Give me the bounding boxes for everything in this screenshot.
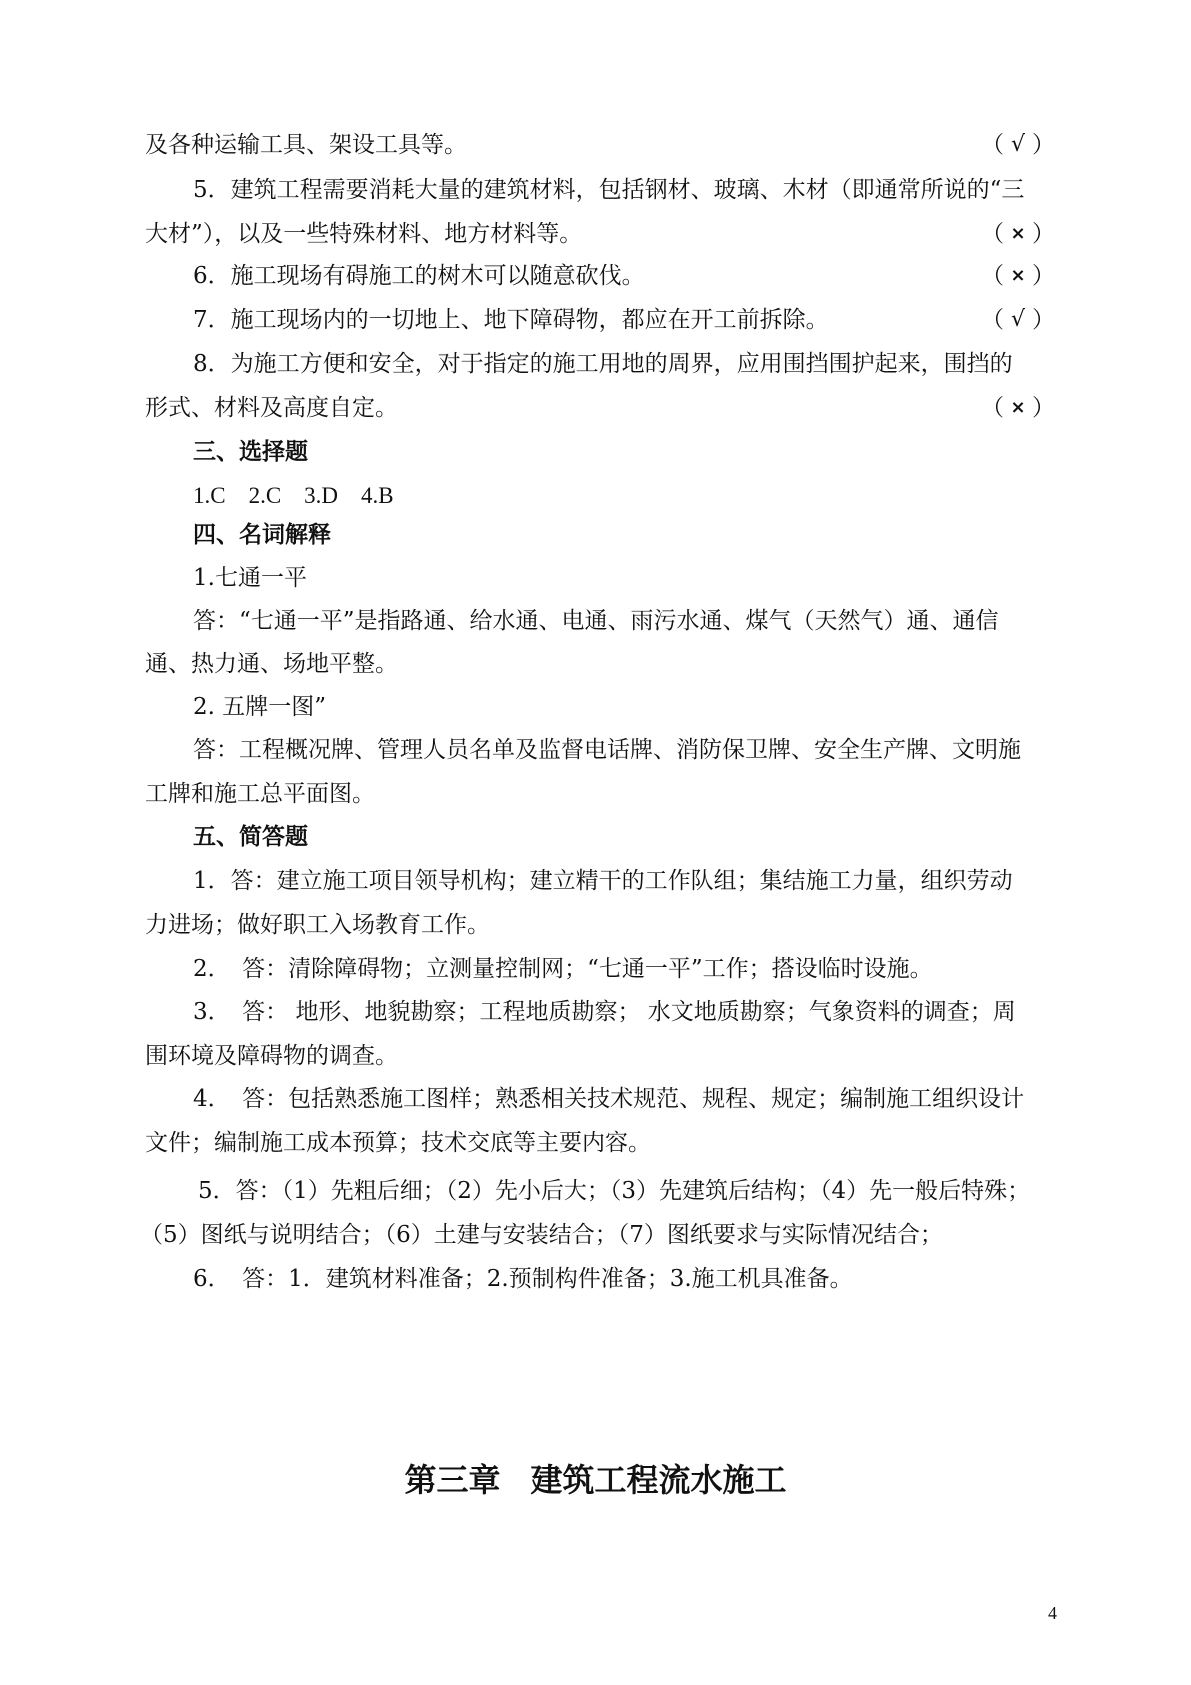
tf-answer-5 xyxy=(981,219,1055,249)
page-number: 4 xyxy=(1048,1603,1057,1623)
paren-left: （ xyxy=(981,307,1004,333)
short-answer-2: 2． 答：清除障碍物；立测量控制网；“七通一平”工作；搭设临时设施。 xyxy=(193,956,933,982)
check-mark: √ xyxy=(1010,132,1026,157)
cross-mark: × xyxy=(1010,223,1026,244)
paren-right: ） xyxy=(1032,307,1055,333)
tf-item-5-tail: 大材”），以及一些特殊材料、地方材料等。 xyxy=(145,221,583,247)
tf-answer-8 xyxy=(981,393,1055,423)
term-2-answer-line-1: 答：工程概况牌、管理人员名单及监督电话牌、消防保卫牌、安全生产牌、文明施 xyxy=(193,737,1021,763)
short-answer-4-line-2: 文件；编制施工成本预算；技术交底等主要内容。 xyxy=(145,1130,651,1156)
paren-left: （ xyxy=(981,395,1004,421)
short-answer-3-line-1: 3． 答： 地形、地貌勘察；工程地质勘察； 水文地质勘察；气象资料的调查；周 xyxy=(193,999,1016,1025)
tf-item-7 xyxy=(193,305,1055,335)
chapter-title: 建筑工程流水施工 xyxy=(530,1461,787,1499)
tf-answer-4 xyxy=(981,130,1055,160)
term-1-answer-line-2: 通、热力通、场地平整。 xyxy=(145,651,398,677)
tf-item-8-tail: 形式、材料及高度自定。 xyxy=(145,395,398,421)
paren-right: ） xyxy=(1032,263,1055,289)
paren-left: （ xyxy=(981,132,1004,158)
short-answer-6: 6． 答：1．建筑材料准备；2.预制构件准备；3.施工机具准备。 xyxy=(193,1266,853,1292)
short-answer-5-line-2: （5）图纸与说明结合；（6）土建与安装结合；（7）图纸要求与实际情况结合； xyxy=(140,1222,943,1248)
term-2-answer-line-2: 工牌和施工总平面图。 xyxy=(145,781,375,807)
term-2-title: 2. 五牌一图” xyxy=(193,694,327,720)
check-mark: √ xyxy=(1010,307,1026,332)
short-answer-3-line-2: 围环境及障碍物的调查。 xyxy=(145,1043,398,1069)
section-5-title: 五、简答题 xyxy=(193,824,308,850)
tf-answer-7 xyxy=(981,305,1055,335)
term-1-title: 1.七通一平 xyxy=(193,565,307,591)
short-answer-1-line-1: 1．答：建立施工项目领导机构；建立精干的工作队组；集结施工力量，组织劳动 xyxy=(193,868,1013,894)
term-1-answer-line-1: 答：“七通一平”是指路通、给水通、电通、雨污水通、煤气（天然气）通、通信 xyxy=(193,608,999,634)
paren-left: （ xyxy=(981,221,1004,247)
tf-item-8-line-1: 8．为施工方便和安全，对于指定的施工用地的周界，应用围挡围护起来，围挡的 xyxy=(193,351,1013,377)
choice-answers: 1.C 2.C 3.D 4.B xyxy=(193,483,394,508)
chapter-heading xyxy=(0,1458,1191,1502)
tf-item-8-line-2 xyxy=(145,393,1055,423)
tf-item-6-text: 6．施工现场有碍施工的树木可以随意砍伐。 xyxy=(193,263,645,289)
paren-right: ） xyxy=(1032,132,1055,158)
tf-line-1 xyxy=(145,130,1055,160)
short-answer-4-line-1: 4． 答：包括熟悉施工图样；熟悉相关技术规范、规程、规定；编制施工组织设计 xyxy=(193,1086,1025,1112)
tf-item-5-line-1: 5．建筑工程需要消耗大量的建筑材料，包括钢材、玻璃、木材（即通常所说的“三 xyxy=(193,177,1025,203)
tf-item-7-text: 7．施工现场内的一切地上、地下障碍物，都应在开工前拆除。 xyxy=(193,307,829,333)
tf-item-5-line-2 xyxy=(145,219,1055,249)
tf-answer-6 xyxy=(981,261,1055,291)
tf-item-4-tail: 及各种运输工具、架设工具等。 xyxy=(145,132,467,158)
paren-right: ） xyxy=(1032,221,1055,247)
short-answer-5-line-1: 5．答：（1）先粗后细；（2）先小后大；（3）先建筑后结构；（4）先一般后特殊； xyxy=(198,1178,1031,1204)
cross-mark: × xyxy=(1010,397,1026,418)
tf-item-6 xyxy=(193,261,1055,291)
section-3-title: 三、选择题 xyxy=(193,439,308,465)
paren-left: （ xyxy=(981,263,1004,289)
chapter-number: 第三章 xyxy=(404,1461,501,1499)
short-answer-1-line-2: 力进场；做好职工入场教育工作。 xyxy=(145,912,490,938)
paren-right: ） xyxy=(1032,395,1055,421)
cross-mark: × xyxy=(1010,265,1026,286)
section-4-title: 四、名词解释 xyxy=(193,522,331,548)
